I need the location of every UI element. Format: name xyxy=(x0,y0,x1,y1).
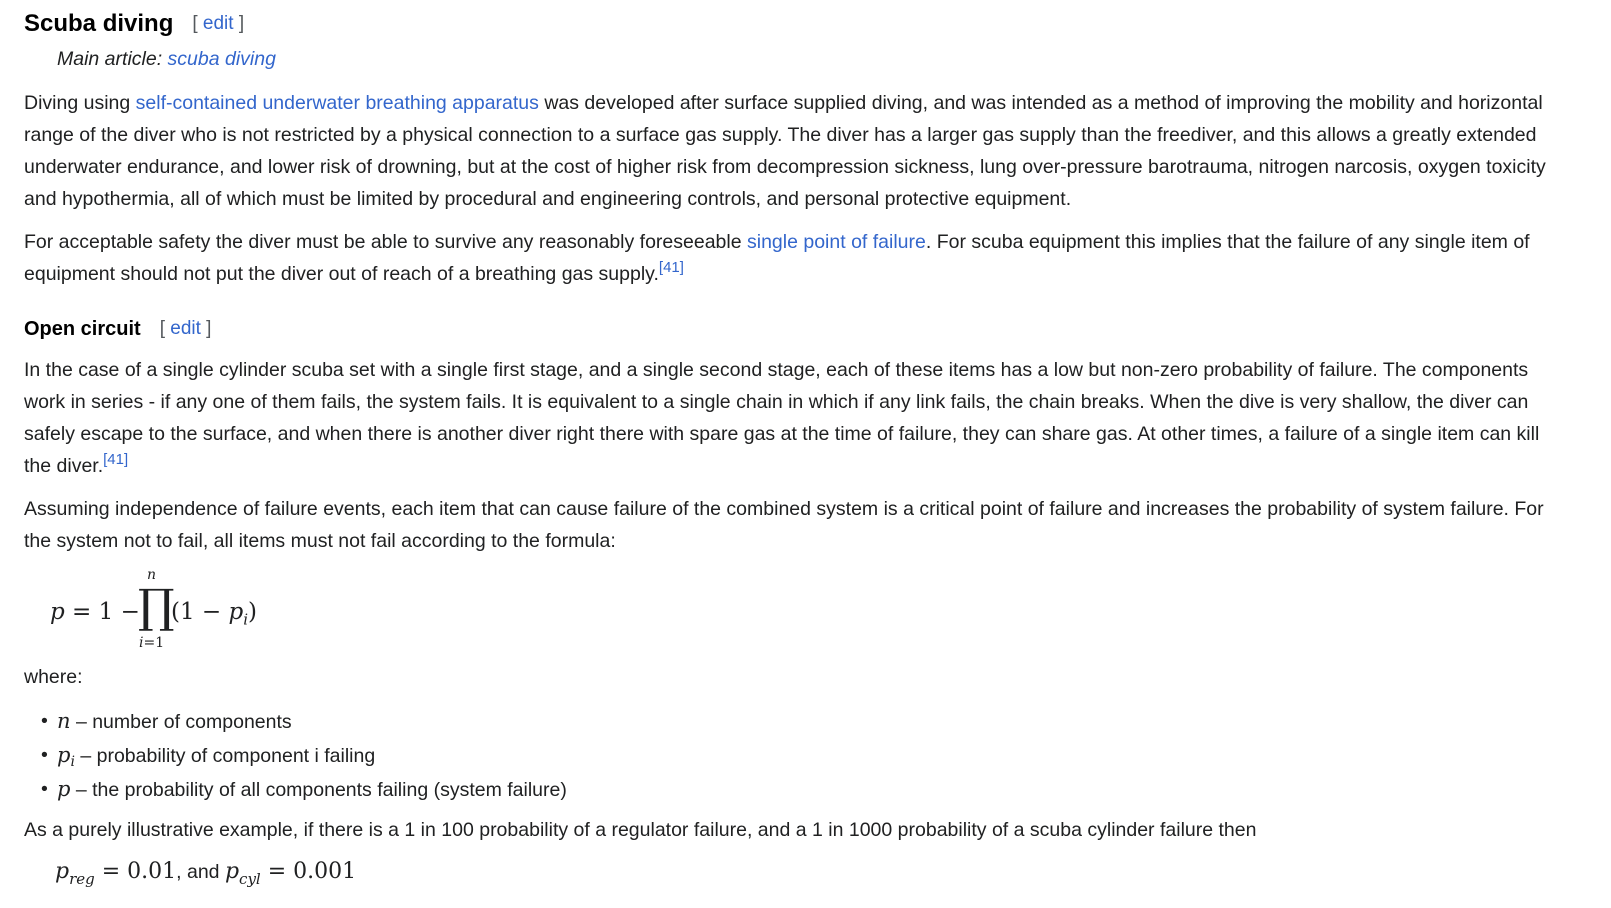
list-item: • $p_i$ – probability of component i failing xyxy=(41,743,376,770)
subsection-heading xyxy=(24,312,1569,346)
edit-link[interactable]: edit xyxy=(170,318,201,339)
subsection-edit-link: [ edit ] xyxy=(159,318,212,339)
product-upper-limit: n xyxy=(147,567,157,583)
section-title: Scuba diving xyxy=(24,10,174,37)
main-article-link[interactable]: scuba diving xyxy=(167,48,276,70)
product-symbol: ∏ xyxy=(138,579,175,633)
hatnote: Main article: scuba diving xyxy=(57,48,276,70)
paragraph-independence: Assuming independence of failure events, each item that can cause failure of the combined system is a critical point of failure and increases the probability of system failure. For the system not to fail, all items must not fail according to the formula: xyxy=(24,498,1544,552)
example-formula: $p_{reg} = 0.01$, and $p_{cyl} = 0.001$ xyxy=(55,859,357,888)
section-heading xyxy=(24,6,1569,42)
paragraph-example: As a purely illustrative example, if there is a 1 in 100 probability of a regulator failure, and a 1 in 1000 probability of a scuba cylinder failure then xyxy=(24,819,1257,841)
list-item: • n – number of components xyxy=(41,709,292,733)
list-item: • p – the probability of all components failing (system failure) xyxy=(41,777,567,801)
paragraph-intro: Diving using self-contained underwater breathing apparatus was developed after surface supplied diving, and was intended as a method of improving the mobility and horizontal range of the diver who is not restricted by a physical connection to a surface gas supply. The diver has a larger gas supply than the freediver, and this allows a greatly extended underwater endurance, and lower risk of drowning, but at the cost of higher risk from decompression sickness, lung over-pressure barotrauma, nitrogen narcosis, oxygen toxicity and hypothermia, all of which must be limited by procedural and engineering controls, and personal protective equipment. xyxy=(24,92,1546,210)
reference-link[interactable]: [41] xyxy=(103,451,129,468)
edit-link[interactable]: edit xyxy=(202,13,234,34)
section-edit-link: [ edit ] xyxy=(192,13,245,34)
definition-list xyxy=(41,704,1569,806)
subsection-title: Open circuit xyxy=(24,317,141,340)
reference-link[interactable]: [41] xyxy=(658,259,684,276)
single-point-of-failure-link[interactable]: single point of failure xyxy=(747,231,926,253)
paragraph-safety: For acceptable safety the diver must be able to survive any reasonably foreseeable single point of failure. For scuba equipment this implies that the failure of any single item of equipment should not put the diver out of reach of a breathing gas supply.[41] xyxy=(24,231,1530,285)
paragraph-open-circuit: In the case of a single cylinder scuba set with a single first stage, and a single second stage, each of these items has a low but non-zero probability of failure. The components work in series - if any one of them fails, the system fails. It is equivalent to a single chain in which if any link fails, the chain breaks. When the dive is very shallow, the diver can safely escape to the surface, and when there is another diver right there with spare gas at the time of failure, they can share gas. At other times, a failure of a single item can kill the diver.[41] xyxy=(24,359,1540,477)
product-lower-limit: i=1 xyxy=(139,635,165,651)
probability-formula: p = 1 − n ∏ i=1 $(1 - p_i)$ xyxy=(50,567,258,651)
article-content xyxy=(24,0,1569,889)
scuba-apparatus-link[interactable]: self-contained underwater breathing apparatus xyxy=(135,92,539,114)
where-label: where: xyxy=(24,666,83,688)
